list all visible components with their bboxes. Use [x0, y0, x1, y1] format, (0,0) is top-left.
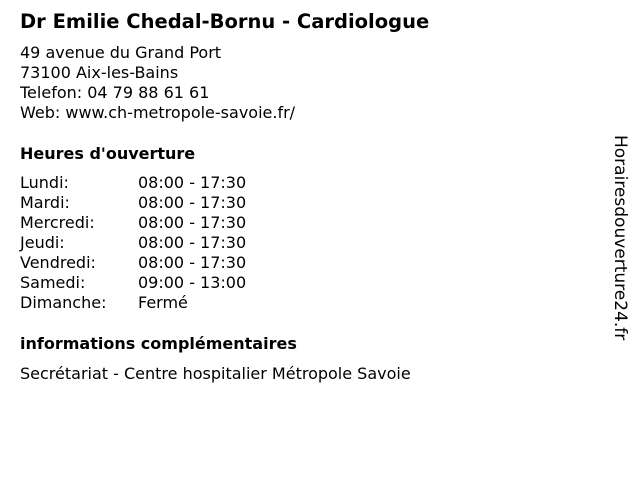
hours-day: Vendredi:: [20, 253, 96, 272]
info-text: Secrétariat - Centre hospitalier Métropole Savoie: [20, 364, 411, 383]
info-heading: informations complémentaires: [20, 334, 297, 353]
hours-time: 08:00 - 17:30: [138, 253, 247, 272]
opening-hours-list: [20, 173, 246, 313]
hours-row-friday: [20, 253, 246, 273]
hours-day: Samedi:: [20, 273, 86, 292]
hours-day: Lundi:: [20, 173, 69, 192]
address-block: [20, 43, 295, 123]
hours-day: Dimanche:: [20, 293, 107, 312]
hours-row-monday: [20, 173, 246, 193]
hours-row-thursday: [20, 233, 246, 253]
hours-row-wednesday: [20, 213, 246, 233]
city-address: 73100 Aix-les-Bains: [20, 63, 179, 82]
hours-time: 08:00 - 17:30: [138, 213, 247, 232]
hours-heading: Heures d'ouverture: [20, 144, 196, 163]
page-title: Dr Emilie Chedal-Bornu - Cardiologue: [20, 10, 430, 33]
hours-day: Jeudi:: [20, 233, 65, 252]
hours-day: Mardi:: [20, 193, 70, 212]
hours-time: 08:00 - 17:30: [138, 233, 247, 252]
hours-row-sunday: [20, 293, 246, 313]
hours-time: 08:00 - 17:30: [138, 193, 247, 212]
hours-time: 08:00 - 17:30: [138, 173, 247, 192]
hours-row-tuesday: [20, 193, 246, 213]
hours-day: Mercredi:: [20, 213, 95, 232]
website-link[interactable]: Web: www.ch-metropole-savoie.fr/: [20, 103, 296, 122]
site-watermark: Horairesdouverture24.fr: [610, 135, 630, 341]
street-address: 49 avenue du Grand Port: [20, 43, 222, 62]
hours-row-saturday: [20, 273, 246, 293]
hours-time: 09:00 - 13:00: [138, 273, 247, 292]
phone-number: Telefon: 04 79 88 61 61: [20, 83, 210, 102]
hours-time: Fermé: [138, 293, 188, 312]
